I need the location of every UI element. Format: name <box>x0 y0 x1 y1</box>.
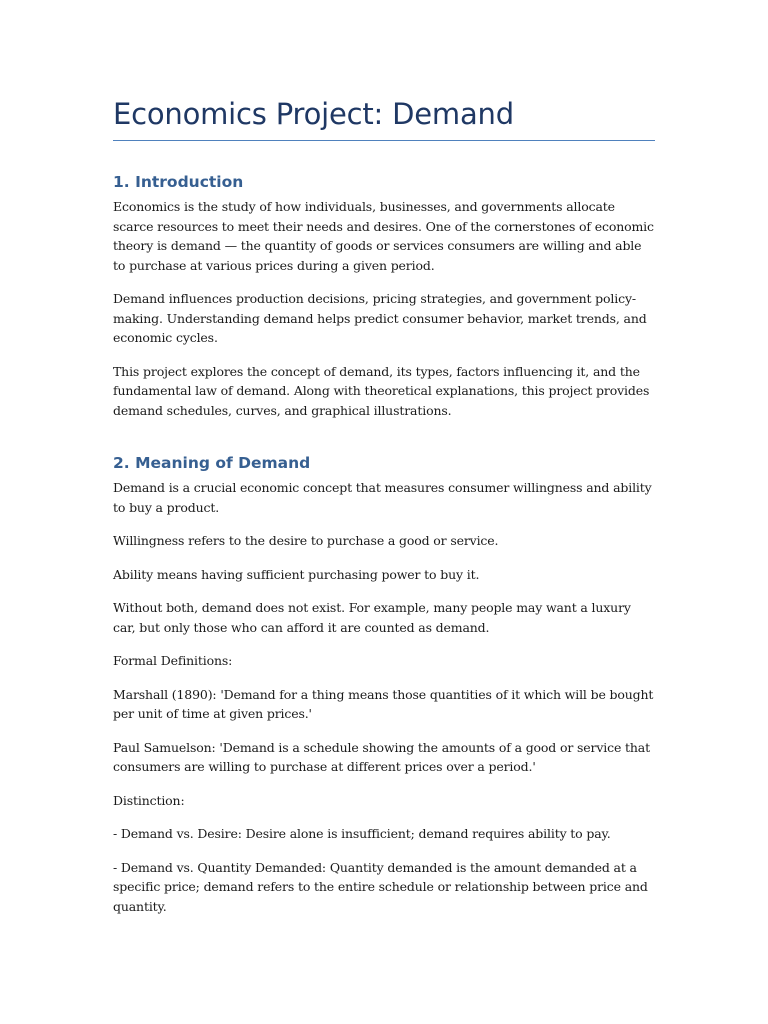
paragraph: Demand influences production decisions, pricing strategies, and government policy-making. Understanding demand helps predict consumer behavior, market trends, and economic cycles. <box>113 291 647 345</box>
paragraph: Economics is the study of how individuals, businesses, and governments allocate scarce resources to meet their needs and desires. One of the cornerstones of economic theory is demand — the quantity of goods or services consumers are willing and able to purchase at various prices during a given period. <box>113 199 654 273</box>
paragraph-marshall-definition: Marshall (1890): 'Demand for a thing means those quantities of it which will be bought per unit of time at given prices.' <box>113 686 654 721</box>
document-title: Economics Project: Demand <box>113 97 514 131</box>
list-item: - Demand vs. Quantity Demanded: Quantity demanded is the amount demanded at a specific price; demand refers to the entire schedule or relationship between price and quantity. <box>113 859 648 914</box>
section-heading-introduction: 1. Introduction <box>113 173 244 191</box>
paragraph-samuelson-definition: Paul Samuelson: 'Demand is a schedule showing the amounts of a good or service that consumers are willing to purchase at different prices over a period.' <box>113 739 650 774</box>
section-heading-meaning-of-demand: 2. Meaning of Demand <box>113 454 311 472</box>
paragraph: Demand is a crucial economic concept that measures consumer willingness and ability to buy a product. <box>113 480 652 515</box>
paragraph: Willingness refers to the desire to purchase a good or service. <box>113 533 499 548</box>
paragraph: Without both, demand does not exist. For example, many people may want a luxury car, but only those who can afford it are counted as demand. <box>113 600 631 635</box>
title-divider <box>113 140 655 141</box>
section-introduction <box>113 171 655 420</box>
list-item: - Demand vs. Desire: Desire alone is insufficient; demand requires ability to pay. <box>113 826 611 841</box>
paragraph-formal-definitions-label: Formal Definitions: <box>113 653 233 668</box>
section-meaning-of-demand <box>113 452 655 916</box>
paragraph: Ability means having sufficient purchasing power to buy it. <box>113 566 480 582</box>
paragraph: This project explores the concept of demand, its types, factors influencing it, and the fundamental law of demand. Along with theoretical explanations, this project provides demand schedules, curves, and graphical illustrations. <box>113 363 650 418</box>
paragraph-distinction-label: Distinction: <box>113 792 185 808</box>
